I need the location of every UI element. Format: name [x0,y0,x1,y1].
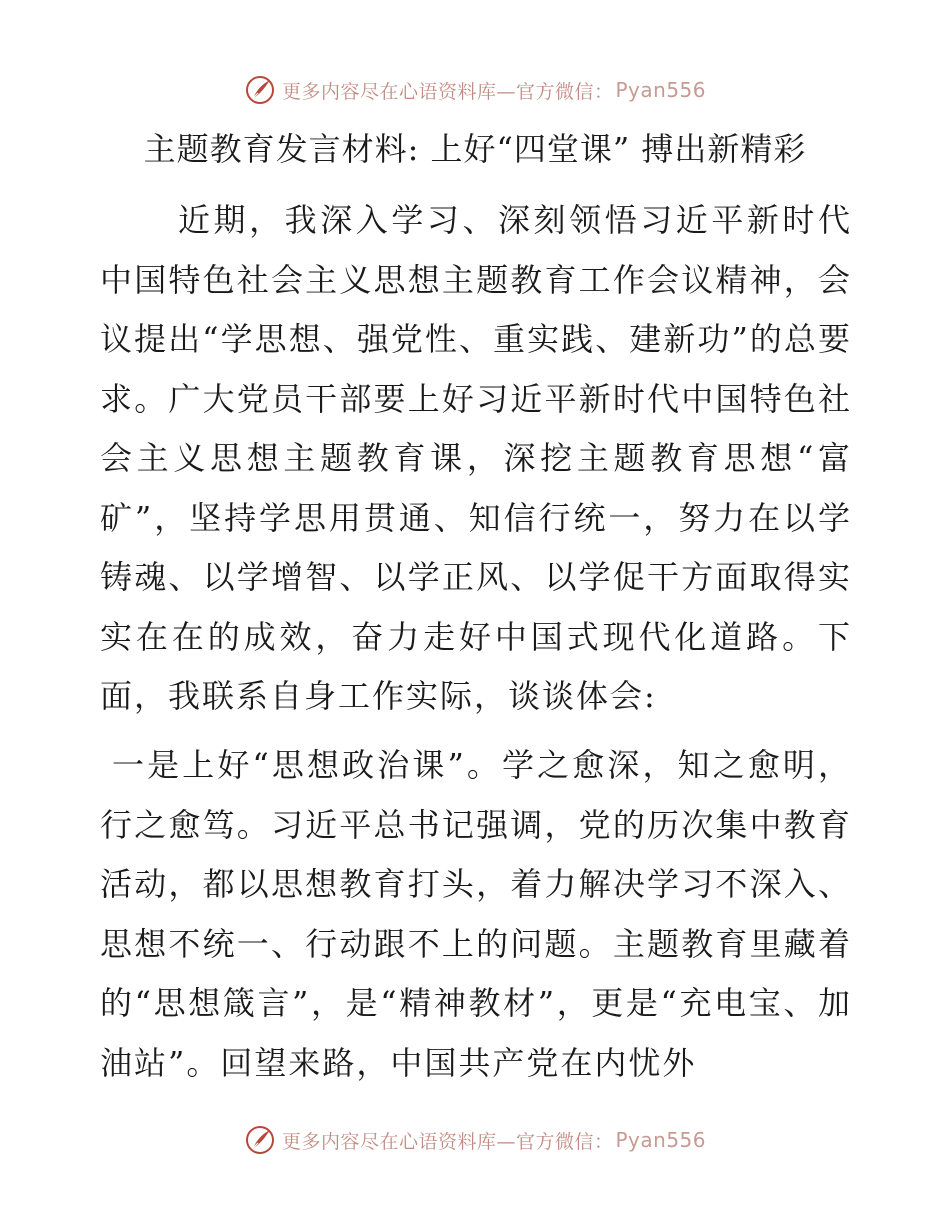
document-title: 主题教育发言材料: 上好“四堂课” 搏出新精彩 [143,130,807,168]
quill-pen-logo-icon [244,1124,276,1156]
header-watermark [0,72,950,108]
body-paragraph-point-one: 一是上好“思想政治课”。学之愈深，知之愈明，行之愈笃。习近平总书记强调，党的历次集中教育活动，都以思想教育打头，着力解决学习不深入、思想不统一、行动跟不上的问题。主题教育里藏着的“思想箴言”，是“精神教材”，更是“充电宝、加油站”。回望来路，中国共产党在内忧外 [100,746,852,1082]
watermark-text: 更多内容尽在心语资料库—官方微信： [281,80,614,103]
watermark-wechat-id: Pyan556 [615,78,707,102]
quill-pen-logo-icon [244,74,276,106]
watermark-wechat-id: Pyan556 [615,1128,707,1152]
body-paragraph-intro: 近期，我深入学习、深刻领悟习近平新时代中国特色社会主义思想主题教育工作会议精神，会议提出“学思想、强党性、重实践、建新功”的总要求。广大党员干部要上好习近平新时代中国特色社会主义思想主题教育课，深挖主题教育思想“富矿”，坚持学思用贯通、知信行统一，努力在以学铸魂、以学增智、以学正风、以学促干方面取得实实在在的成效，奋力走好中国式现代化道路。下面，我联系自身工作实际，谈谈体会: [100,201,852,715]
footer-watermark [0,1122,950,1158]
watermark-text: 更多内容尽在心语资料库—官方微信： [281,1130,614,1153]
